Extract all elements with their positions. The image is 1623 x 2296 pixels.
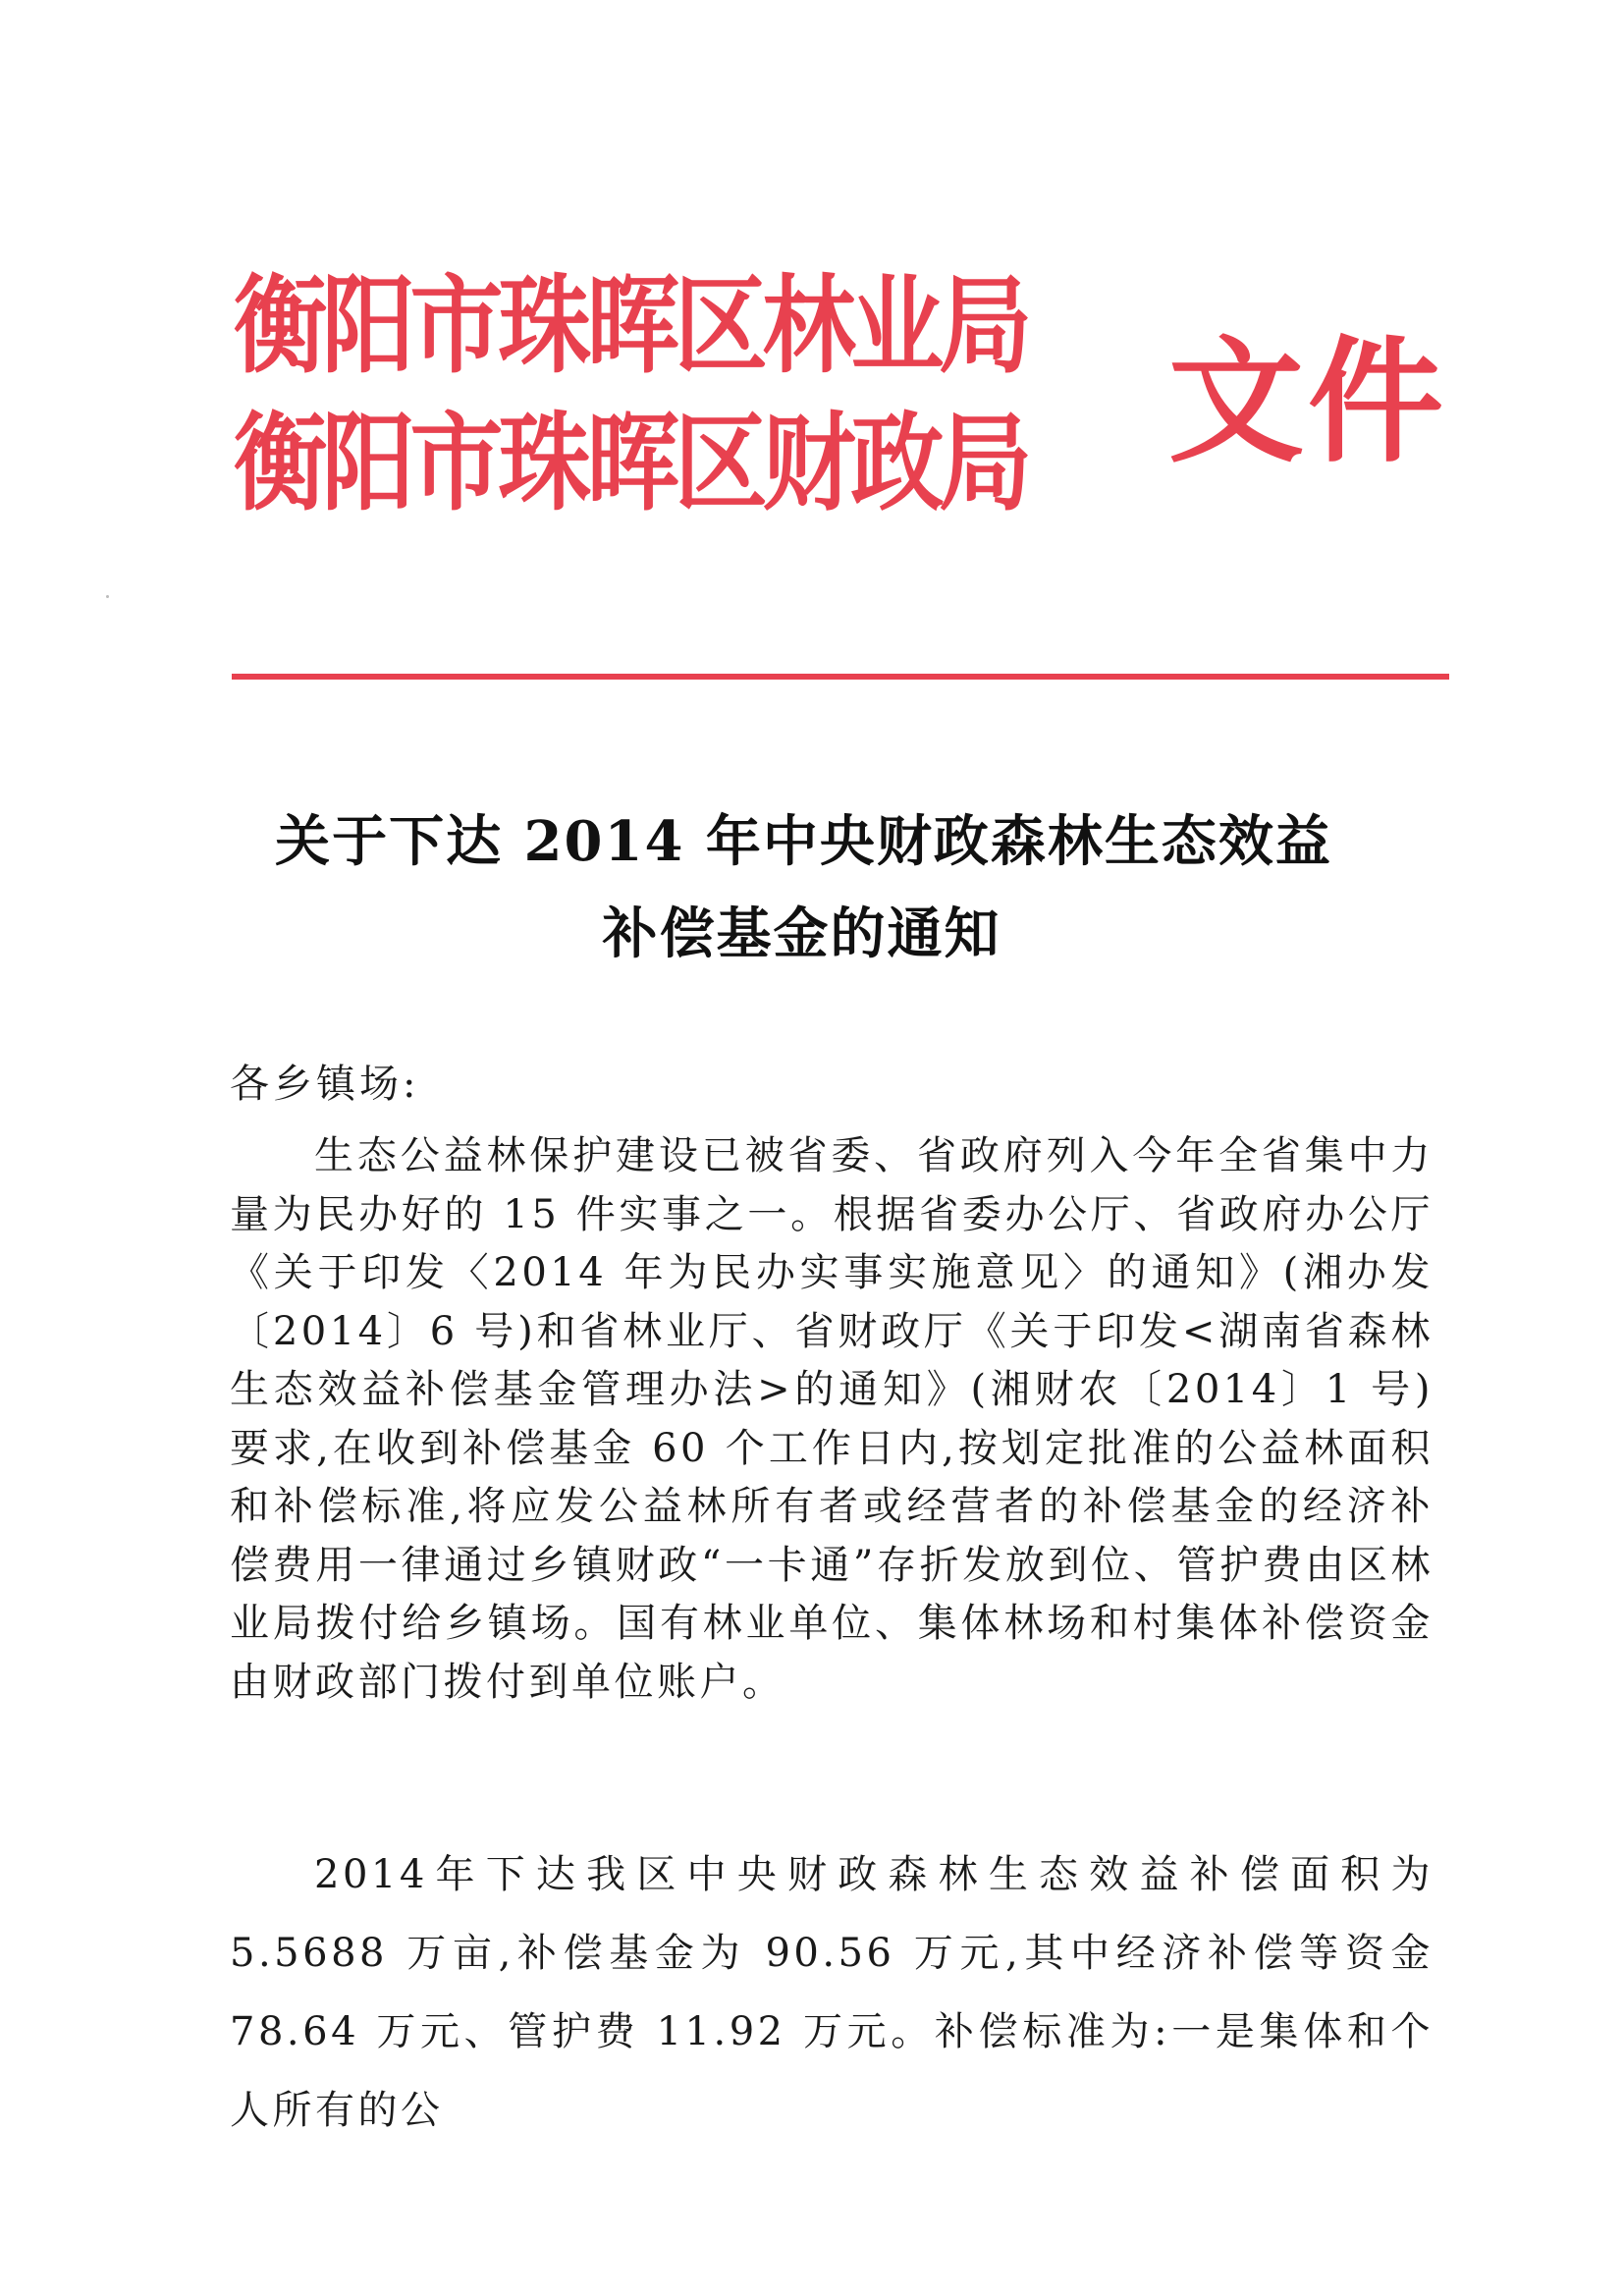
red-divider-line xyxy=(232,674,1449,680)
salutation: 各乡镇场: xyxy=(230,1062,420,1107)
issuer-finance-bureau: 衡阳市珠晖区财政局 xyxy=(234,403,1027,525)
doc-type-label: 文件 xyxy=(1168,323,1448,481)
body-paragraph-1: 生态公益林保护建设已被省委、省政府列入今年全省集中力量为民办好的 15 件实事之一。根据省委办公厅、省政府办公厅《关于印发〈2014 年为民办实事实施意见〉的通知》(湘办发〔2014〕6 号)和省林业厅、省财政厅《关于印发<湖南省森林生态效益补偿基金管理办法>的通知》(湘财农〔2014〕1 号)要求,在收到补偿基金 60 个工作日内,按划定批准的公益林面积和补偿标准,将应发公益林所有者或经营者的补偿基金的经济补偿费用一律通过乡镇财政“一卡通”存折发放到位、管护费由区林业局拨付给乡镇场。国有林业单位、集体林场和村集体补偿资金由财政部门拨付到单位账户。 xyxy=(230,1133,1434,1705)
issuer-forestry-bureau: 衡阳市珠晖区林业局 xyxy=(234,265,1027,388)
scan-speck xyxy=(106,595,109,598)
body-paragraph-2: 2014年下达我区中央财政森林生态效益补偿面积为 5.5688 万亩,补偿基金为 90.56 万元,其中经济补偿等资金 78.64 万元、管护费 11.92 万元。补偿标准为:一是集体和个人所有的公 xyxy=(230,1852,1434,2133)
document-title-line-1: 关于下达 2014 年中央财政森林生态效益 xyxy=(275,809,1332,874)
document-title-line-2: 补偿基金的通知 xyxy=(602,902,1001,966)
red-header xyxy=(234,263,1451,548)
